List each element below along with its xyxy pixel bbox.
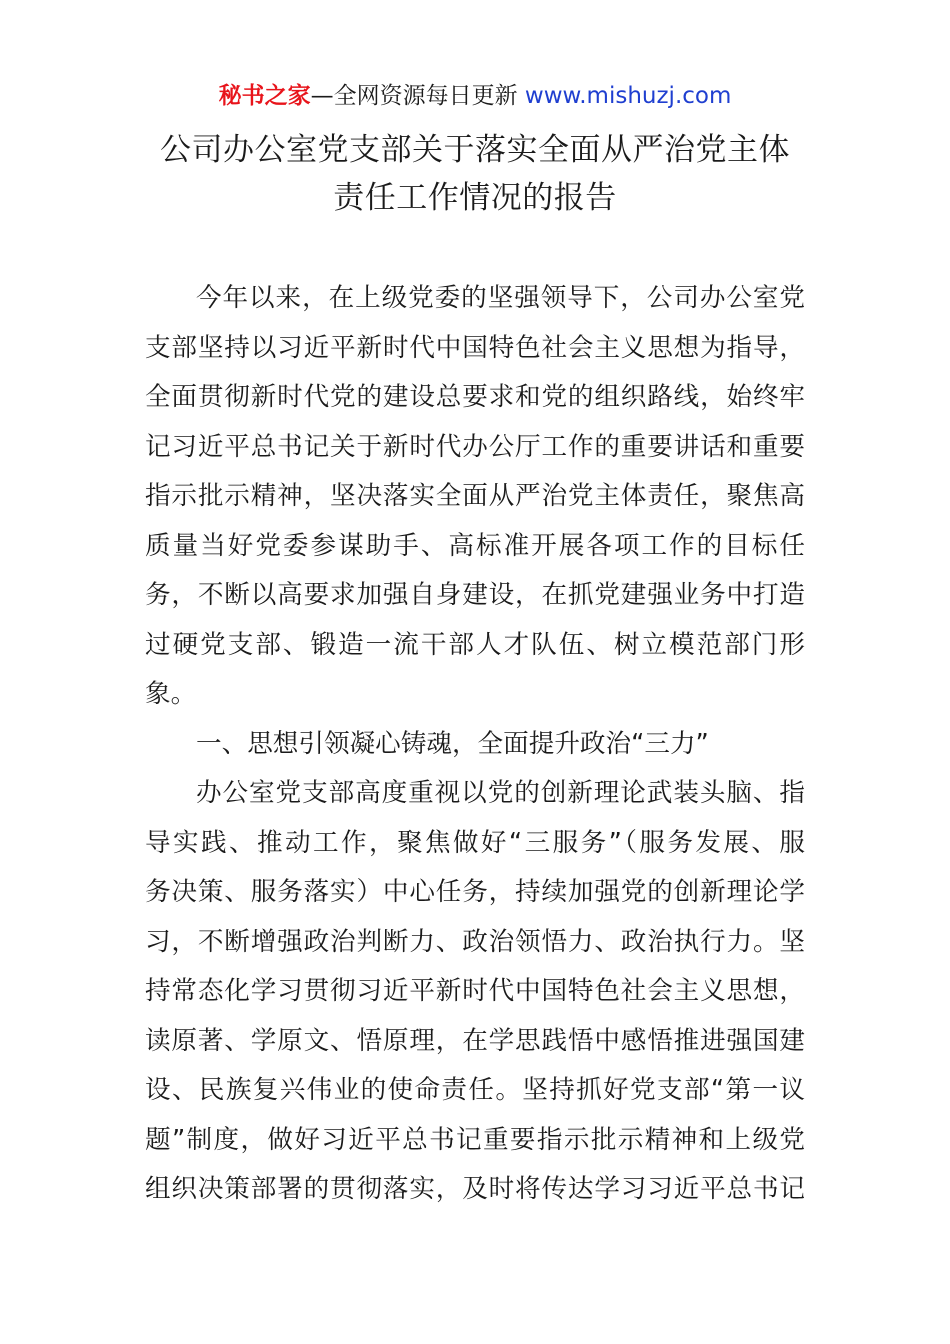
paragraph-line: 务，不断以高要求加强自身建设，在抓党建强业务中打造 xyxy=(145,580,805,610)
paragraph-line: 质量当好党委参谋助手、高标准开展各项工作的目标任 xyxy=(145,530,805,561)
paragraph-line: 记习近平总书记关于新时代办公厅工作的重要讲话和重要 xyxy=(145,431,805,462)
paragraph-line: 办公室党支部高度重视以党的创新理论武装头脑、指 xyxy=(196,778,805,808)
site-url-link[interactable]: www.mishuzj.com xyxy=(524,83,732,109)
paragraph-line: 组织决策部署的贯彻落实，及时将传达学习习近平总书记 xyxy=(145,1174,805,1204)
paragraph-line: 过硬党支部、锻造一流干部人才队伍、树立模范部门形 xyxy=(145,629,805,660)
paragraph-line: 今年以来，在上级党委的坚强领导下，公司办公室党 xyxy=(196,283,805,313)
paragraph-line: 读原著、学原文、悟原理，在学思践悟中感悟推进强国建 xyxy=(145,1025,805,1056)
site-brand: 秘书之家 xyxy=(218,83,311,109)
document-title-line: 责任工作情况的报告 xyxy=(333,180,617,216)
paragraph-line: 导实践、推动工作，聚焦做好“三服务”（服务发展、服 xyxy=(145,827,805,858)
paragraph-line: 象。 xyxy=(145,679,197,709)
paragraph-line: 题”制度，做好习近平总书记重要指示批示精神和上级党 xyxy=(145,1124,805,1155)
paragraph-line: 全面贯彻新时代党的建设总要求和党的组织路线，始终牢 xyxy=(145,382,805,412)
paragraph-line: 支部坚持以习近平新时代中国特色社会主义思想为指导， xyxy=(145,332,805,363)
paragraph-line: 务决策、服务落实）中心任务，持续加强党的创新理论学 xyxy=(145,877,805,907)
document-body xyxy=(145,274,805,1215)
paragraph-line: 持常态化学习贯彻习近平新时代中国特色社会主义思想， xyxy=(145,976,805,1006)
document-title xyxy=(0,126,950,222)
section-heading: 一、思想引领凝心铸魂，全面提升政治“三力” xyxy=(196,728,709,759)
document-title-line: 公司办公室党支部关于落实全面从严治党主体 xyxy=(160,132,790,168)
site-tagline: —全网资源每日更新 xyxy=(310,83,518,109)
paragraph-line: 习，不断增强政治判断力、政治领悟力、政治执行力。坚 xyxy=(145,926,805,957)
paragraph-line: 指示批示精神，坚决落实全面从严治党主体责任，聚焦高 xyxy=(145,481,805,511)
site-header xyxy=(0,79,950,113)
paragraph-line: 设、民族复兴伟业的使命责任。坚持抓好党支部“第一议 xyxy=(145,1075,805,1105)
